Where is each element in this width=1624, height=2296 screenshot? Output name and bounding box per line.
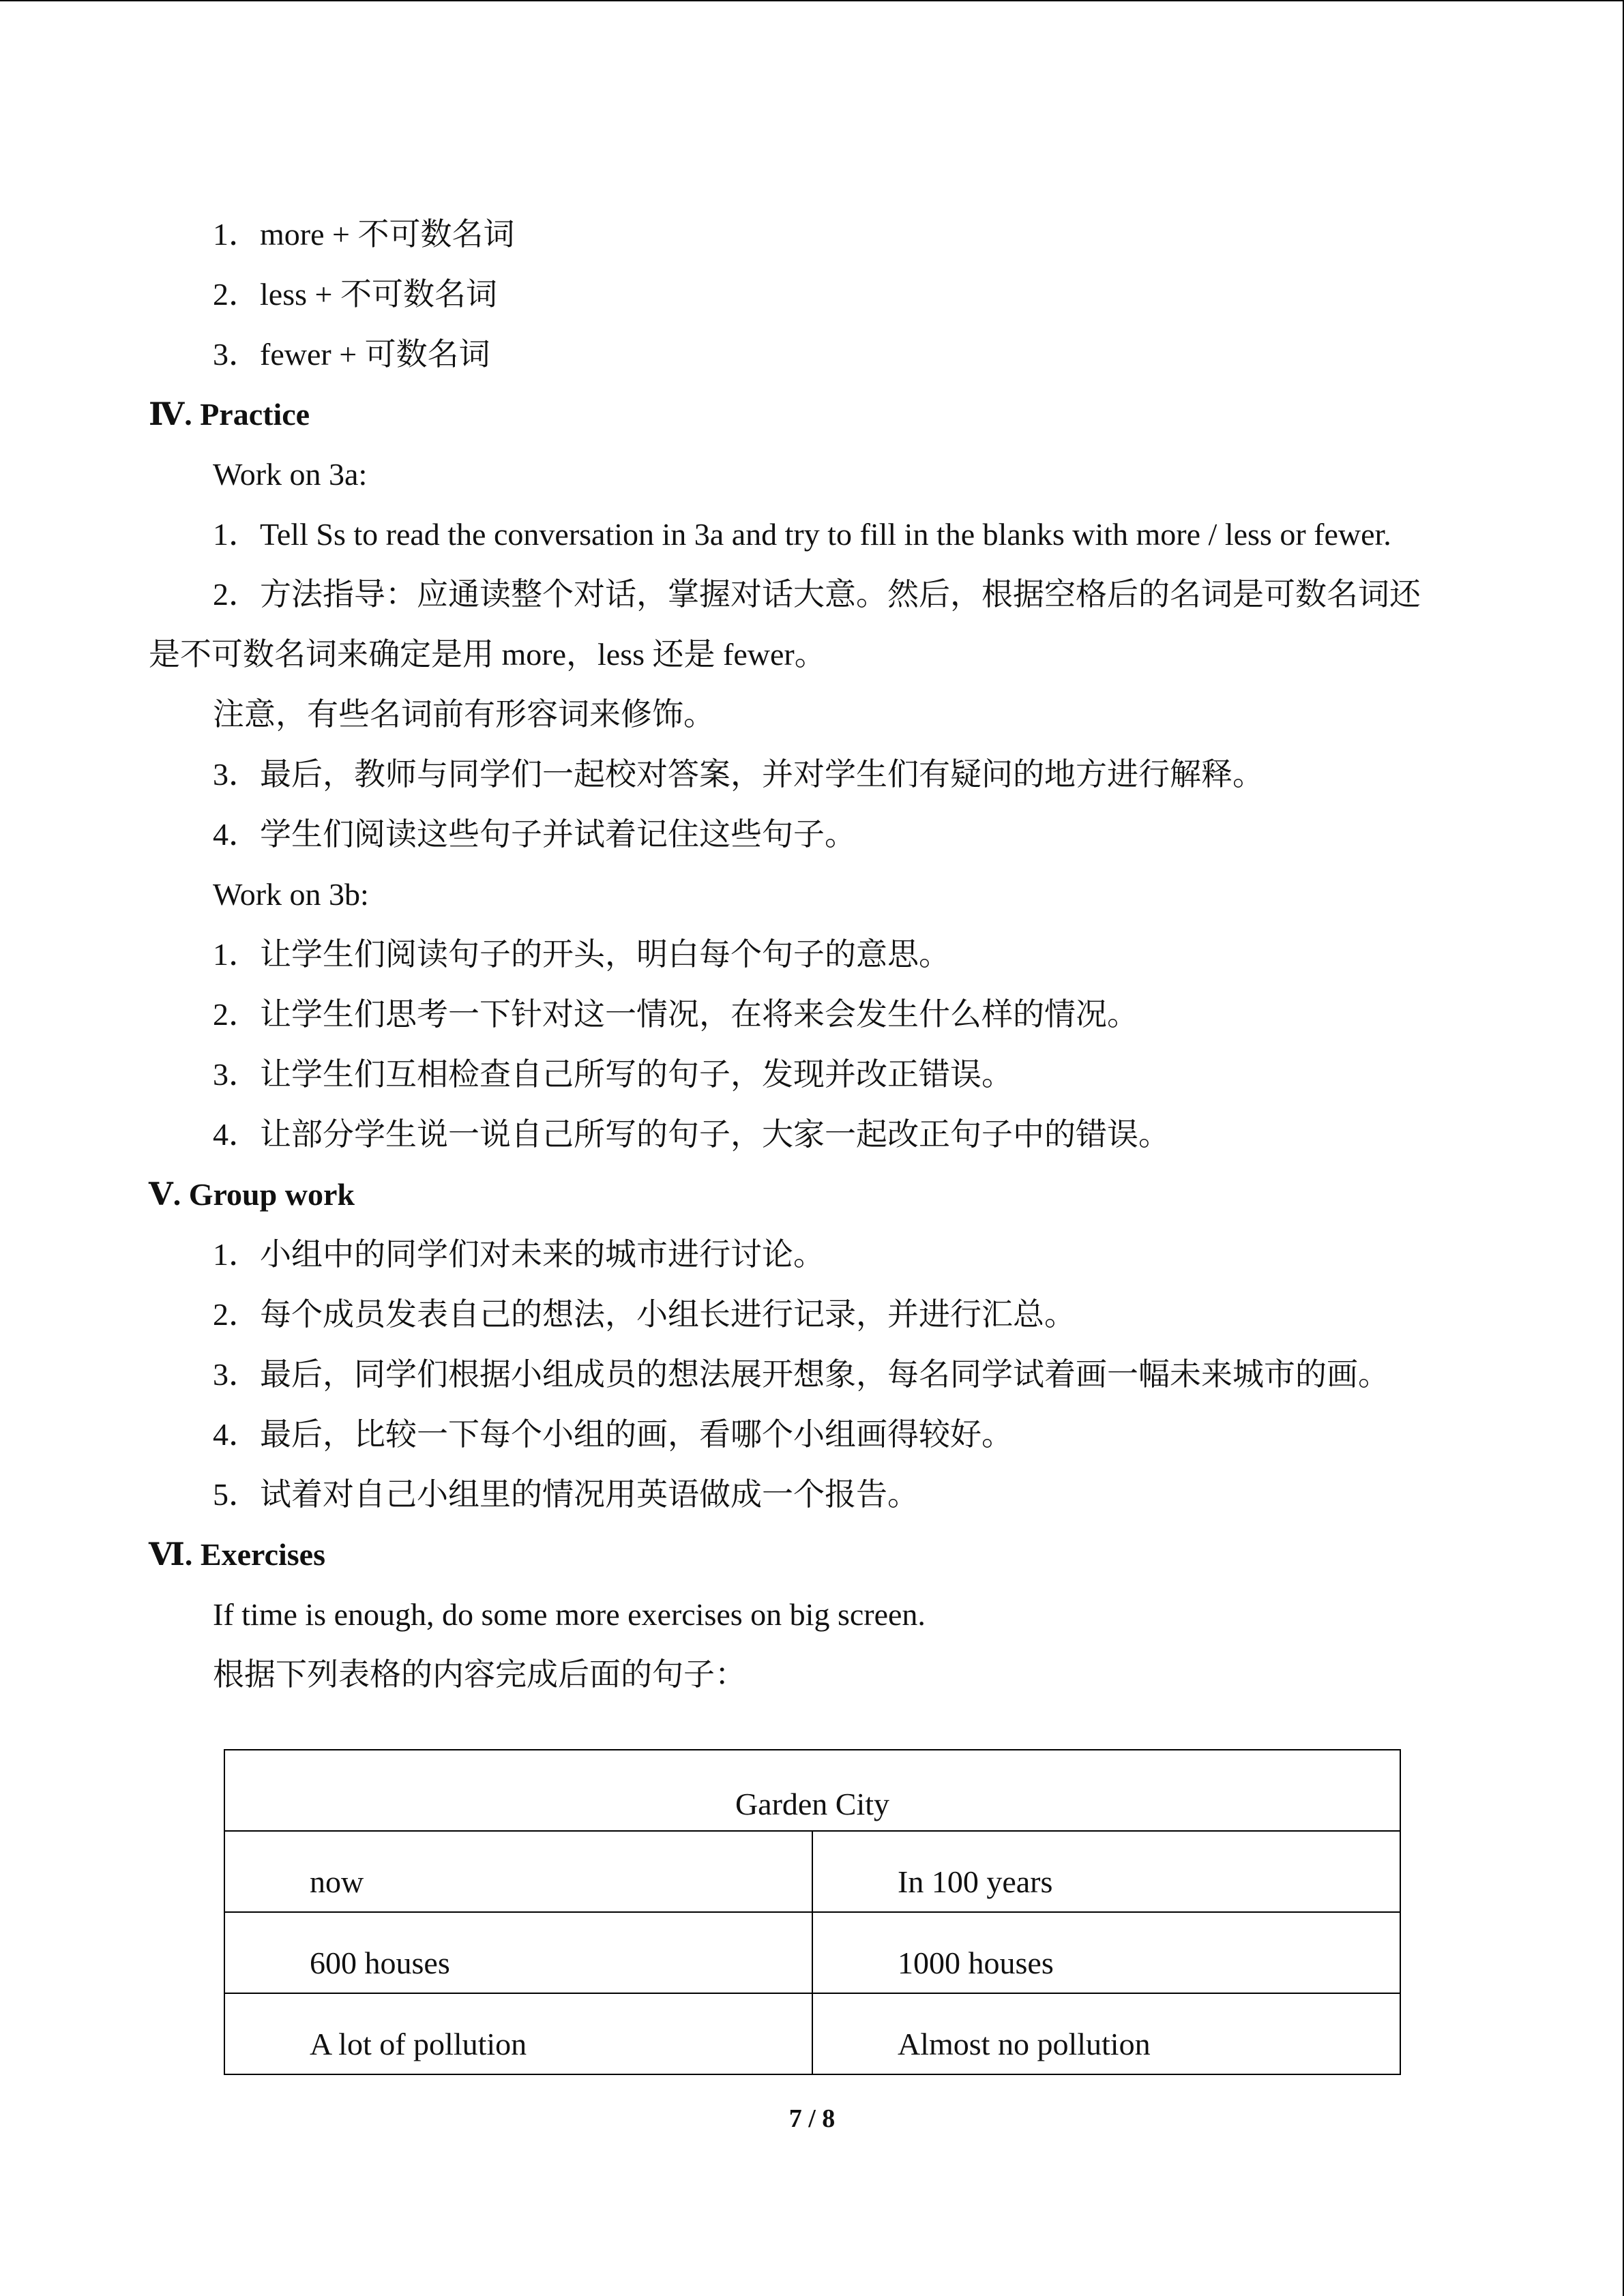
list-item: 4．学生们阅读这些句子并试着记住这些句子。 — [213, 817, 856, 852]
list-item: 4．让部分学生说一说自己所写的句子，大家一起改正句子中的错误。 — [213, 1117, 1170, 1152]
list-item: 2．方法指导：应通读整个对话，掌握对话大意。然后，根据空格后的名词是可数名词还 — [213, 577, 1421, 612]
list-item: 3．最后，同学们根据小组成员的想法展开想象，每名同学试着画一幅未来城市的画。 — [213, 1357, 1389, 1392]
table-cell: A lot of pollution — [224, 1993, 812, 2074]
list-item: 4．最后，比较一下每个小组的画，看哪个小组画得较好。 — [213, 1417, 1013, 1452]
list-item: 1．让学生们阅读句子的开头，明白每个句子的意思。 — [213, 937, 950, 972]
table-cell: 1000 houses — [812, 1912, 1400, 1993]
table-cell: Almost no pollution — [812, 1993, 1400, 2074]
list-item-continuation: 是不可数名词来确定是用 more，less 还是 fewer。 — [149, 637, 826, 672]
page-border-top — [0, 0, 1624, 1]
garden-city-table — [224, 1749, 1401, 2075]
table-row — [224, 1993, 1400, 2074]
subheading-work-3a: Work on 3a: — [213, 457, 368, 492]
table-header-row — [224, 1750, 1400, 1831]
list-item: 2．每个成员发表自己的想法，小组长进行记录，并进行汇总。 — [213, 1297, 1076, 1332]
section-heading-exercises: Ⅵ. Exercises — [149, 1537, 325, 1572]
list-item: 2．less + 不可数名词 — [213, 277, 497, 312]
list-item: 3．让学生们互相检查自己所写的句子，发现并改正错误。 — [213, 1057, 1013, 1092]
list-item: 1．Tell Ss to read the conversation in 3a and try to fill in the blanks with more / less or fewer. — [213, 517, 1391, 552]
document-body — [149, 205, 1486, 1705]
note-text: 注意，有些名词前有形容词来修饰。 — [213, 697, 715, 732]
list-item: 3．fewer + 可数名词 — [213, 337, 490, 372]
table-row — [224, 1912, 1400, 1993]
table-row — [224, 1831, 1400, 1912]
section-heading-group-work: Ⅴ. Group work — [149, 1177, 355, 1212]
table-title: Garden City — [224, 1750, 1400, 1831]
list-item: 5．试着对自己小组里的情况用英语做成一个报告。 — [213, 1477, 919, 1512]
list-item: 2．让学生们思考一下针对这一情况，在将来会发生什么样的情况。 — [213, 997, 1138, 1032]
table-cell: 600 houses — [224, 1912, 812, 1993]
exercise-instruction: If time is enough, do some more exercises on big screen. — [213, 1597, 926, 1632]
section-heading-practice: Ⅳ. Practice — [149, 397, 310, 432]
list-item: 1．more + 不可数名词 — [213, 217, 515, 252]
page-number: 7 / 8 — [788, 2104, 836, 2133]
exercise-instruction: 根据下列表格的内容完成后面的句子： — [213, 1657, 746, 1692]
list-item: 3．最后，教师与同学们一起校对答案，并对学生们有疑问的地方进行解释。 — [213, 757, 1264, 792]
table-cell: In 100 years — [812, 1831, 1400, 1912]
subheading-work-3b: Work on 3b: — [213, 877, 369, 912]
table-cell: now — [224, 1831, 812, 1912]
list-item: 1．小组中的同学们对未来的城市进行讨论。 — [213, 1237, 825, 1272]
